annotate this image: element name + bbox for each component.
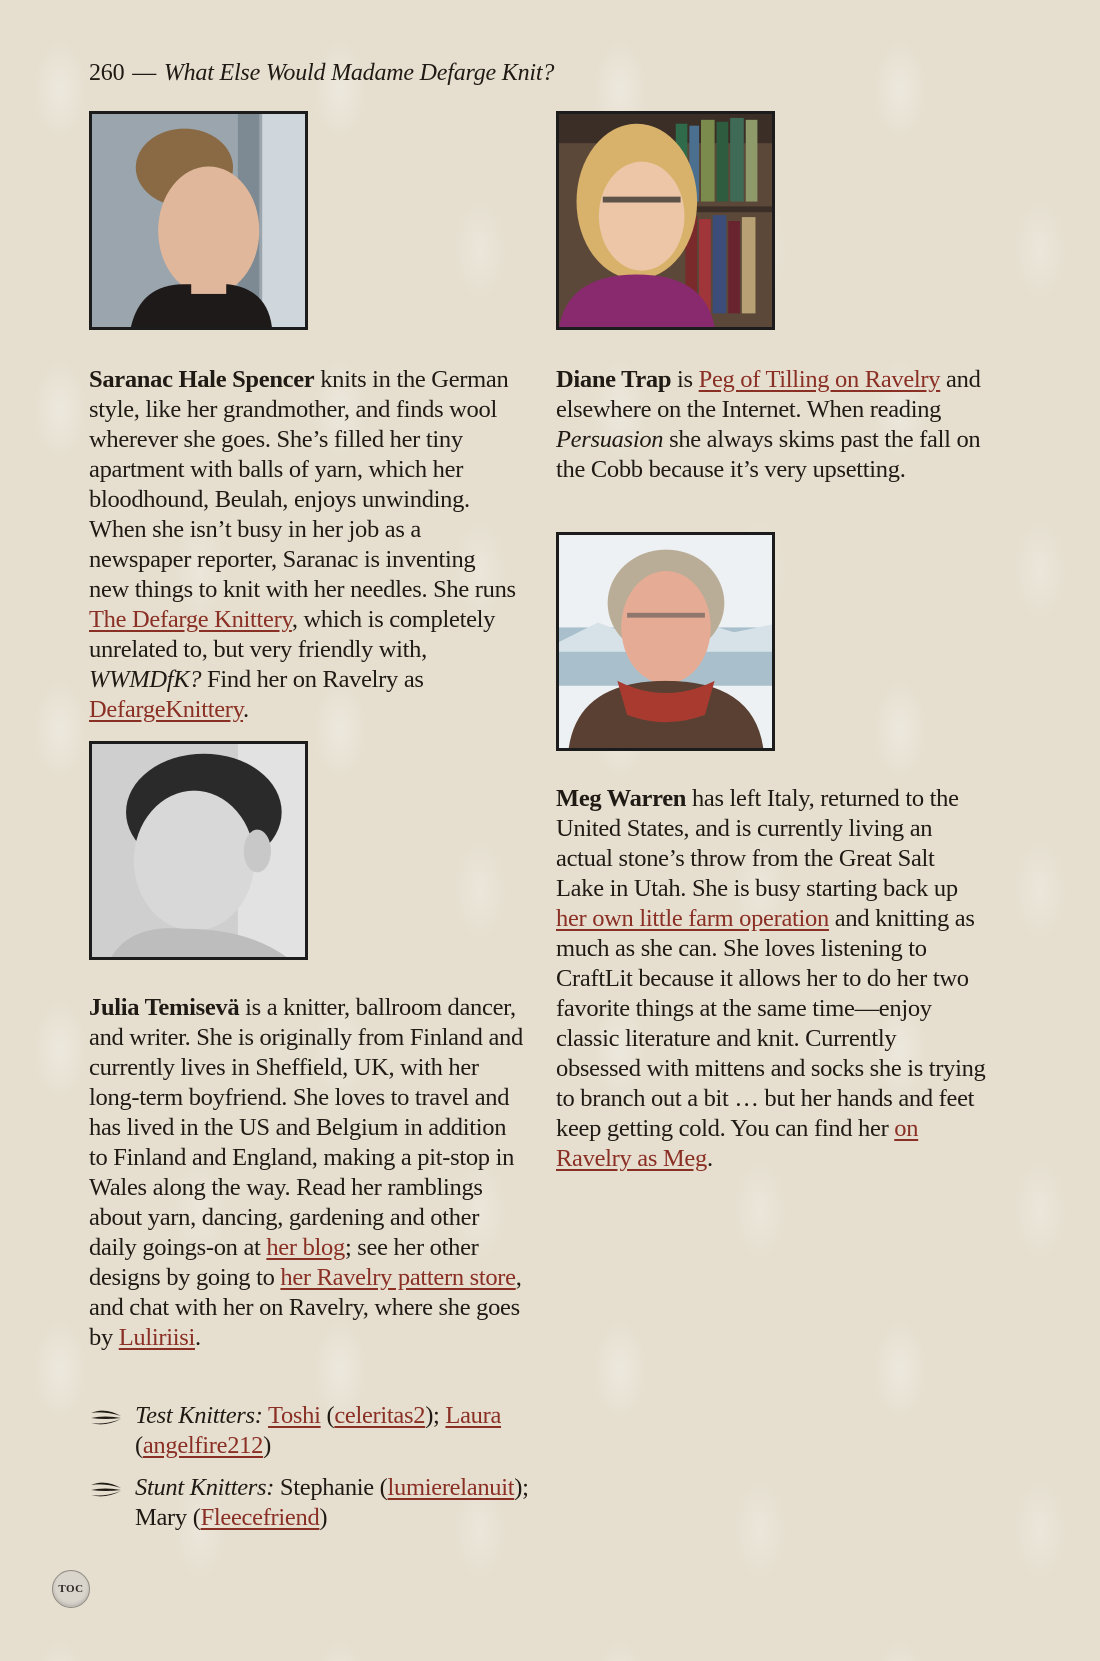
bio-text: Find her on Ravelry as <box>201 666 424 693</box>
bio-name-meg: Meg Warren <box>556 785 687 812</box>
bio-text: has left Italy, returned to the United States, and is currently living an actual stone’s throw from the Great Salt Lake in Utah. She is busy starting back up <box>556 785 959 902</box>
link-her-blog[interactable]: her blog <box>266 1234 345 1261</box>
bio-text: ; see her other designs by going to <box>89 1234 479 1291</box>
bio-text: , and chat with her on Ravelry, where she goes by <box>89 1264 522 1351</box>
link-lumierelanuit[interactable]: lumierelanuit <box>387 1474 515 1501</box>
credit-text: ); Mary ( <box>135 1474 529 1531</box>
link-fleecefriend[interactable]: Fleecefriend <box>200 1504 320 1531</box>
knitter-credits <box>89 1401 529 1545</box>
link-luliriisi[interactable]: Luliriisi <box>118 1324 195 1351</box>
bio-meg <box>556 784 986 1174</box>
photo-diane <box>556 111 775 330</box>
running-header <box>89 60 554 87</box>
link-celeritas2[interactable]: celeritas2 <box>334 1402 426 1429</box>
credit-test-knitters <box>89 1401 529 1461</box>
link-ravelry-pattern-store[interactable]: her Ravelry pattern store <box>280 1264 516 1291</box>
toc-button[interactable]: TOC <box>52 1570 90 1608</box>
bio-text: and knitting as much as she can. She loves listening to CraftLit because it allows her to do her two favorite things at the same time—enjoy classic literature and knit. Currently obsessed with mittens and socks she is trying to branch out a bit … but her hands and feet keep getting cold. You can find her <box>556 905 986 1142</box>
credit-label: Test Knitters: <box>135 1402 263 1429</box>
link-peg-of-tilling[interactable]: Peg of Tilling on Ravelry <box>698 366 941 393</box>
credit-text: ) <box>263 1432 271 1459</box>
credit-text: ( <box>135 1432 143 1459</box>
bio-text: . <box>243 696 249 723</box>
bio-text: is <box>671 366 699 393</box>
bio-text: . <box>194 1324 201 1351</box>
link-defarge-knittery[interactable]: The Defarge Knittery <box>89 606 292 633</box>
link-toshi[interactable]: Toshi <box>268 1402 321 1429</box>
photo-meg <box>556 532 775 751</box>
bio-julia <box>89 993 529 1353</box>
bio-diane <box>556 365 986 485</box>
bio-name-diane: Diane Trap <box>556 366 672 393</box>
bio-text: she always skims past the fall on the Cobb because it’s very upsetting. <box>556 426 981 483</box>
link-defargeknittery-ravelry[interactable]: DefargeKnittery <box>89 696 243 723</box>
photo-saranac <box>89 111 308 330</box>
credit-text: ); <box>425 1402 446 1429</box>
header-separator: — <box>132 60 157 86</box>
bio-text: knits in the German style, like her grandmother, and finds wool wherever she goes. She’s filled her tiny apartment with balls of yarn, which her bloodhound, Beulah, enjoys unwinding. When she isn’t busy in her job as a newspaper reporter, Saranac is inventing new things to knit with her needles. She runs <box>89 366 516 603</box>
bio-text: is a knitter, ballroom dancer, and writer. She is originally from Finland and currently lives in Sheffield, UK, with her long-term boyfriend. She loves to travel and has lived in the US and Belgium in addition to Finland and England, making a pit-stop in Wales along the way. Read her ramblings about yarn, dancing, gardening and other daily goings-on at <box>89 994 523 1261</box>
bio-text: and elsewhere on the Internet. When reading <box>556 366 981 423</box>
credit-text: ) <box>319 1504 328 1531</box>
credit-text: ( <box>320 1402 335 1429</box>
link-farm-operation[interactable]: her own little farm operation <box>556 905 829 932</box>
ornament-bullet-icon <box>89 1407 123 1427</box>
bio-saranac <box>89 365 519 725</box>
credit-text: Stephanie ( <box>274 1474 388 1501</box>
page-number: 260 <box>89 60 125 86</box>
bio-name-julia: Julia Temisevä <box>89 994 240 1021</box>
bio-text: . <box>706 1145 713 1172</box>
credit-stunt-knitters <box>89 1473 529 1533</box>
link-laura[interactable]: Laura <box>445 1402 502 1429</box>
link-ravelry-meg[interactable]: on Ravelry as Meg <box>556 1115 919 1172</box>
link-angelfire212[interactable]: angelfire212 <box>142 1432 264 1459</box>
bio-em-wwmdfk: WWMDfK? <box>89 666 202 693</box>
photo-julia <box>89 741 308 960</box>
bio-em-persuasion: Persuasion <box>556 426 664 453</box>
book-title: What Else Would Madame Defarge Knit? <box>163 60 555 86</box>
credit-label: Stunt Knitters: <box>135 1474 275 1501</box>
bio-name-saranac: Saranac Hale Spencer <box>89 366 315 393</box>
bio-text: , which is completely unrelated to, but very friendly with, <box>89 606 496 663</box>
ornament-bullet-icon <box>89 1479 123 1499</box>
